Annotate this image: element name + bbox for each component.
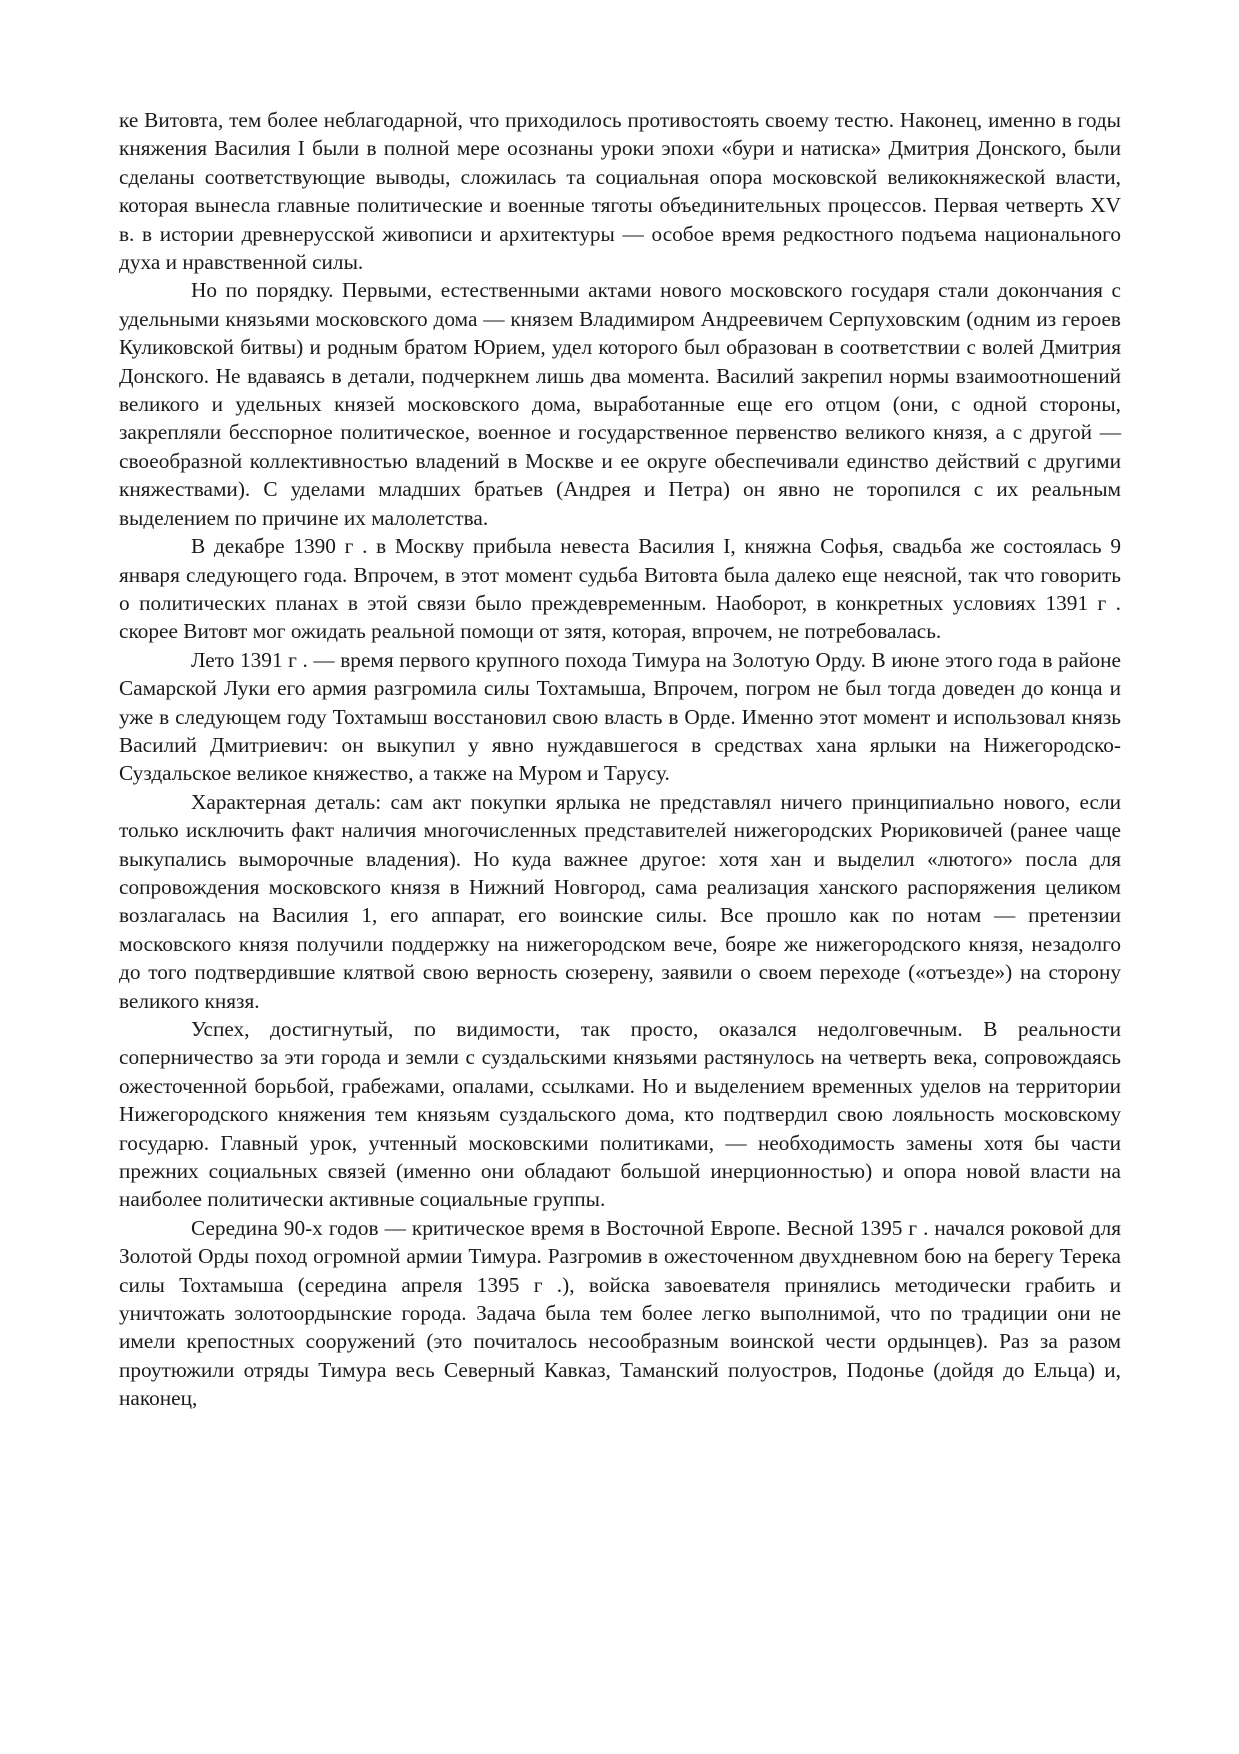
paragraph-1: ке Витовта, тем более неблагодарной, что приходилось противостоять своему тестю. Наконец, именно в годы княжения Василия I были в полной мере осознаны уроки эпохи «бури и натиска» Дмитрия Донского, были сделаны соответствующие выводы, сложилась та социальная опора московской великокняжеской власти, которая вынесла главные политические и военные тяготы объединительных процессов. Первая четверть XV в. в истории древнерусской живописи и архитектуры — особое время редкостного подъема национального духа и нравственной силы. xyxy=(119,108,1121,275)
paragraph-2: Но по порядку. Первыми, естественными актами нового московского государя стали докончания с удельными князьями московского дома — князем Владимиром Андреевичем Серпуховским (одним из героев Куликовской битвы) и родным братом Юрием, удел которого был образован в соответствии с волей Дмитрия Донского. Не вдаваясь в детали, подчеркнем лишь два момента. Василий закрепил нормы взаимоотношений великого и удельных князей московского дома, выработанные еще его отцом (они, с одной стороны, закрепляли бесспорное политическое, военное и государственное первенство великого князя, а с другой — своеобразной коллективностью владений в Москве и ее округе обеспечивали единство действий с другими княжествами). С уделами младших братьев (Андрея и Петра) он явно не торопился с их реальным выделением по причине их малолетства. xyxy=(119,278,1121,530)
paragraph-5: Характерная деталь: сам акт покупки ярлыка не представлял ничего принципиально нового, если только исключить факт наличия многочисленных представителей нижегородских Рюриковичей (ранее чаще выкупались выморочные владения). Но куда важнее другое: хотя хан и выделил «лютого» посла для сопровождения московского князя в Нижний Новгород, сама реализация ханского распоряжения целиком возлагалась на Василия 1, его аппарат, его воинские силы. Все прошло как по нотам — претензии московского князя получили поддержку на нижегородском вече, бояре же нижегородского князя, незадолго до того подтвердившие клятвой свою верность сюзерену, заявили о своем переходе («отъезде») на сторону великого князя. xyxy=(119,789,1121,1013)
document-page xyxy=(119,106,1121,1413)
paragraph-4: Лето 1391 г . — время первого крупного похода Тимура на Золотую Орду. В июне этого года в районе Самарской Луки его армия разгромила силы Тохтамыша, Впрочем, погром не был тогда доведен до конца и уже в следующем году Тохтамыш восстановил свою власть в Орде. Именно этот момент и использовал князь Василий Дмитриевич: он выкупил у явно нуждавшегося в средствах хана ярлыки на Нижегородско-Суздальское великое княжество, а также на Муром и Тарусу. xyxy=(119,647,1121,786)
paragraph-3: В декабре 1390 г . в Москву прибыла невеста Василия I, княжна Софья, свадьба же состоялась 9 января следующего года. Впрочем, в этот момент судьба Витовта была далеко еще неясной, так что говорить о политических планах в этой связи было преждевременным. Наоборот, в конкретных условиях 1391 г . скорее Витовт мог ожидать реальной помощи от зятя, которая, впрочем, не потребовалась. xyxy=(119,534,1121,644)
paragraph-7: Середина 90-х годов — критическое время в Восточной Европе. Весной 1395 г . начался роковой для Золотой Орды поход огромной армии Тимура. Разгромив в ожесточенном двухдневном бою на берегу Терека силы Тохтамыша (середина апреля 1395 г .), войска завоевателя принялись методически грабить и уничтожать золотоордынские города. Задача была тем более легко выполнимой, что по традиции они не имели крепостных сооружений (это почиталось несообразным воинской чести ордынцев). Раз за разом проутюжили отряды Тимура весь Северный Кавказ, Таманский полуостров, Подонье (дойдя до Ельца) и, наконец, xyxy=(119,1215,1121,1411)
paragraph-6: Успех, достигнутый, по видимости, так просто, оказался недолговечным. В реальности соперничество за эти города и земли с суздальскими князьями растянулось на четверть века, сопровождаясь ожесточенной борьбой, грабежами, опалами, ссылками. Но и выделением временных уделов на территории Нижегородского княжения тем князьям суздальского дома, кто подтвердил свою лояльность московскому государю. Главный урок, учтенный московскими политиками, — необходимость замены хотя бы части прежних социальных связей (именно они обладают большой инерционностью) и опора новой власти на наиболее политически активные социальные группы. xyxy=(119,1017,1121,1212)
